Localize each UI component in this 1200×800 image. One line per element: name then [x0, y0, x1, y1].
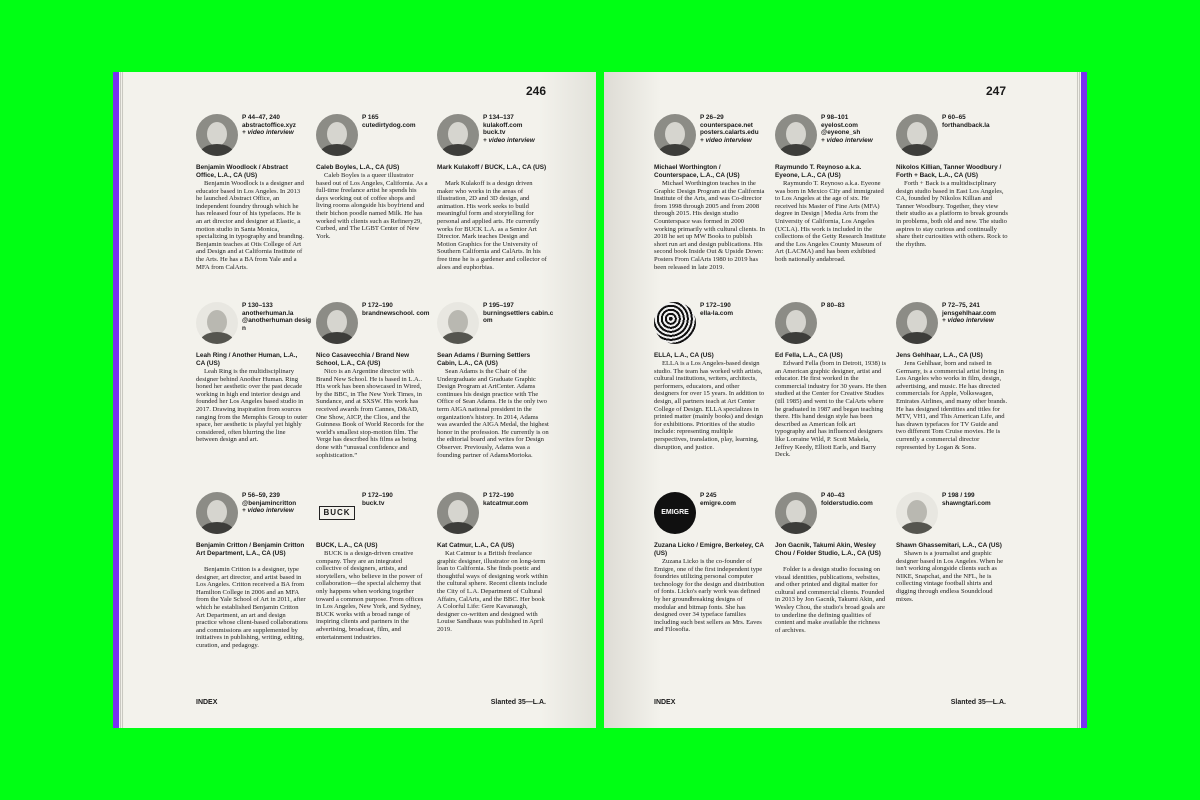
book-cover-edge-right: [1081, 72, 1087, 728]
emigre-logo-icon: EMIGRE: [654, 492, 696, 534]
entry-name: Michael Worthington / Counterspace, L.A., CA (US): [654, 164, 740, 179]
page-reference: P 165: [362, 114, 379, 121]
website-link[interactable]: kulakoff.com: [483, 121, 523, 129]
page-reference: P 245: [700, 492, 717, 499]
website-link[interactable]: eyelost.com: [821, 121, 858, 129]
page-reference: P 172–190: [700, 302, 731, 309]
right-page: [604, 72, 1076, 728]
portrait-photo: [196, 492, 238, 534]
page-stack-right: [1076, 72, 1081, 728]
entry-name: BUCK, L.A., CA (US): [316, 542, 378, 549]
entry-bio: Forth + Back is a multidisciplinary design studio based in East Los Angeles, CA, founded by Nikolos Killian and Tanner Woodbury. Together, they view their studio as a platform to break grounds in problems, both old and new. The studio aspires to stay curious and continually share their curiosities with others. Rock to the rhythm.: [896, 180, 1008, 248]
entry-bio: Folder is a design studio focusing on visual identities, publications, websites, and other printed and digital matter for cultural and commercial clients. Founded in 2013 by Jon Gacnik, Takumi Akin, and Wesley Chou, the studio's broad goals are to underline the defining qualities of content and make available the richness of archives.: [775, 566, 886, 634]
entry-bio: Benjamin Woodlock is a designer and educator based in Los Angeles. In 2013 he launched Abstract Office, an independent foundry through which he has released four of his typefaces. He is an art director and designer at Elastic, a motion studio in Santa Monica, specializing in typography and branding. Benjamin teaches at Otis College of Art and Design and at California Institute of the Arts. He has a BA from Yale and a MFA from CalArts.: [196, 180, 304, 271]
footer-publication-label: Slanted 35—L.A.: [950, 699, 1006, 706]
page-reference: P 198 / 199: [942, 492, 975, 499]
page-reference: P 172–190: [362, 492, 393, 499]
portrait-photo: [196, 114, 238, 156]
portrait-photo: [775, 302, 817, 344]
entry-bio: BUCK is a design-driven creative company. They are an integrated collective of designers, artists, and storytellers, who believe in the power of collaboration—the special alchemy that only happens when working together toward a common purpose. From offices in Los Angeles, New York, and Sydney, BUCK works with a broad range of inspiring clients and partners in the advertising, broadcast, film, and entertainment industries.: [316, 550, 424, 641]
entry-name: Nikolos Killian, Tanner Woodbury / Forth + Back, L.A., CA (US): [896, 164, 1002, 179]
website-link[interactable]: anotherhuman.la: [242, 309, 294, 317]
entry-bio: Caleb Boyles is a queer illustrator based out of Los Angeles, California. As a full-time freelance artist he spends his days working out of coffee shops and living rooms alongside his boyfriend and their bichon poodle named Milk. He has worked with clients such as Refinery29, Curbed, and The LGBT Center of New York.: [316, 172, 428, 240]
entry-name: Ed Fella, L.A., CA (US): [775, 352, 843, 359]
footer-section-label: INDEX: [196, 699, 218, 706]
page-reference: P 44–47, 240: [242, 114, 280, 121]
entry-bio: Michael Worthington teaches in the Graphic Design Program at the California Institute of the Arts, and was Co-director from 1998 through 2005 and from 2008 through 2015. His design studio Counterspace was formed in 2000 working primarily with cultural clients. In 2018 he set up MW Books to publish short run art and design publications. His second book Inside Out & Upside Down: Posters From CalArts 1980 to 2019 has been released in late 2019.: [654, 180, 765, 271]
website-link[interactable]: shawngtari.com: [942, 499, 991, 507]
page-reference: P 172–190: [362, 302, 393, 309]
entry-name: Jon Gacnik, Takumi Akin, Wesley Chou / Folder Studio, L.A., CA (US): [775, 542, 881, 557]
website-link[interactable]: jensgehlhaar.com: [942, 309, 996, 317]
video-interview-label: + video interview: [242, 129, 294, 137]
page-number: 246: [525, 84, 546, 98]
portrait-photo: [896, 302, 938, 344]
footer-section-label: INDEX: [654, 699, 676, 706]
portrait-photo: [775, 492, 817, 534]
website-link-secondary[interactable]: posters.calarts.edu: [700, 129, 759, 137]
social-handle[interactable]: @eyeone_sh: [821, 129, 861, 137]
portrait-photo: [196, 302, 238, 344]
website-link[interactable]: ella-la.com: [700, 309, 734, 317]
entry-name: ELLA, L.A., CA (US): [654, 352, 714, 359]
portrait-photo: [437, 114, 479, 156]
video-interview-label: + video interview: [483, 136, 535, 144]
entry-name: Mark Kulakoff / BUCK, L.A., CA (US): [437, 164, 547, 171]
entry-bio: Jens Gehlhaar, born and raised in Germany, is a commercial artist living in Los Angeles who works in film, design, advertising, and music. He has directed commercials for Apple, Volkswagen, Emirates Airlines, and many other brands. He has designed identities and titles for MTV, VH1, and This American Life, and has drawn typefaces for TV Guide and two different Tom Cruise movies. He is currently a commercial director represented by Logan & Sons.: [896, 360, 1008, 451]
footer-publication-label: Slanted 35—L.A.: [490, 699, 546, 706]
entry-bio: Benjamin Critton is a designer, type designer, art director, and artist based in Los Angeles. Critton received a BA from Hamilton College in 2006 and an MFA from the Yale School of Art in 2011, after which he established Benjamin Critton Art Department, an art and design practice whose client-based collaborations and commissions are supplemented by initiatives in publishing, writing, editing, curation, and pedagogy.: [196, 566, 308, 649]
portrait-photo: [896, 114, 938, 156]
video-interview-label: + video interview: [700, 136, 752, 144]
entry-bio: Edward Fella (born in Detroit, 1938) is an American graphic designer, artist and educator. He first worked in the commercial industry for 30 years. He then studied at the Center for Creative Studies (till 1985) and went to the CalArts where he graduated in 1987 and began teaching there. His hand design style has been described as American folk art typography and has influenced designers like Lorraine Wild, P. Scott Makela, Jeffrey Keedy, Elliott Earls, and Barry Deck.: [775, 360, 887, 459]
entry-bio: Kat Catmur is a British freelance graphic designer, illustrator on long-term loan to California. She finds poetic and thoughtful ways of designing work within the cultural sphere. Recent clients include the City of L.A. Department of Cultural Affairs, CalArts, and the BBC. Her book A Colorful Life: Gere Kavanaugh, designer co-written and designed with Louise Sandhaus was published in April 2019.: [437, 550, 548, 633]
website-link-secondary[interactable]: buck.tv: [483, 129, 506, 137]
social-handle[interactable]: @benjamincritton: [242, 499, 297, 507]
website-link[interactable]: folderstudio.com: [821, 499, 873, 507]
entry-bio: Nico is an Argentine director with Brand New School. He is based in L.A.. His work has been showcased in Wired, by the BBC, in The New York Times, in Sundance, and at SXSW. His work has received awards from Cannes, D&AD, One Show, AICP, the Clios, and the Guinness Book of World Records for the world's smallest stop-motion film. The Verge has described his films as being done with “unusual confidence and sophistication.”: [316, 368, 424, 459]
entry-bio: Mark Kulakoff is a design driven maker who works in the areas of illustration, 2D and 3D design, and animation. His work seeks to build meaningful form and storytelling for personal and applied arts. He currently works for BUCK L.A. as a Senior Art Director. Mark teaches Design and Motion Graphics for the University of Southern California and CalArts. In his free time he is a gardener and collector of aloes and euphorbias.: [437, 180, 547, 271]
entry-bio: Raymundo T. Reynoso a.k.a. Eyeone was born in Mexico City and immigrated to Los Angeles at the age of six. He received his Master of Fine Arts (MFA) degree in Design | Media Arts from the University of California, Los Angeles (UCLA). His work is included in the collections of the Getty Research Institute and the Los Angeles County Museum of Art (LACMA) and has been exhibited both nationally andabroad.: [775, 180, 886, 263]
page-reference: P 40–43: [821, 492, 845, 499]
portrait-photo: [775, 114, 817, 156]
entry-name: Benjamin Woodlock / Abstract Office, L.A., CA (US): [196, 164, 288, 179]
website-link[interactable]: burningsettlers cabin.com: [483, 309, 554, 325]
portrait-photo: [437, 302, 479, 344]
entry-bio: Sean Adams is the Chair of the Undergraduate and Graduate Graphic Design Program at ArtCenter. Adams continues his design practice with The Office of Sean Adams. He is the only two term AIGA national president in the organization's history. In 2014, Adams was awarded the AIGA Medal, the highest honor in the profession. He currently is on the editorial board and writes for Design Observer. Previously, Adams was a founding partner of AdamsMorioka.: [437, 368, 549, 459]
entry-bio: Leah Ring is the multidisciplinary designer behind Another Human. Ring honed her aesthetic over the past decade working in high end interior design and founded her Los Angeles based studio in 2017. Drawing inspiration from sources ranging from the Memphis Group to outer space, her aesthetic is playful yet highly considered, often blurring the line between design and art.: [196, 368, 308, 444]
page-reference: P 134–137: [483, 114, 514, 121]
video-interview-label: + video interview: [942, 317, 994, 325]
entry-bio: Zuzana Licko is the co-founder of Emigre, one of the first independent type foundries utilizing personal computer technology for the design and distribution of fonts. Licko's early work was defined by her groundbreaking designs of modular and bitmap fonts. She has designed over 34 typeface families including such best sellers as Mrs. Eaves and Filosofia.: [654, 558, 765, 634]
portrait-photo: [896, 492, 938, 534]
website-link[interactable]: buck.tv: [362, 499, 385, 507]
page-reference: P 98–101: [821, 114, 849, 121]
website-link[interactable]: counterspace.net: [700, 121, 753, 129]
portrait-photo: [316, 302, 358, 344]
entry-name: Leah Ring / Another Human, L.A., CA (US): [196, 352, 298, 367]
video-interview-label: + video interview: [242, 507, 294, 515]
portrait-photo: [437, 492, 479, 534]
page-reference: P 172–190: [483, 492, 514, 499]
page-reference: P 72–75, 241: [942, 302, 980, 309]
website-link[interactable]: abstractoffice.xyz: [242, 121, 296, 129]
entry-name: Zuzana Licko / Emigre, Berkeley, CA (US): [654, 542, 764, 557]
entry-name: Sean Adams / Burning Settlers Cabin, L.A., CA (US): [437, 352, 531, 367]
website-link[interactable]: cutedirtydog.com: [362, 121, 416, 129]
video-interview-label: + video interview: [821, 136, 873, 144]
page-reference: P 26–29: [700, 114, 724, 121]
left-page: [124, 72, 596, 728]
entry-name: Jens Gehlhaar, L.A., CA (US): [896, 352, 983, 359]
buck-logo-icon: BUCK: [316, 492, 358, 534]
entry-name: Benjamin Critton / Benjamin Critton Art Department, L.A., CA (US): [196, 542, 305, 557]
social-handle[interactable]: @anotherhuman design: [242, 317, 312, 332]
website-link[interactable]: emigre.com: [700, 499, 736, 507]
entry-name: Shawn Ghassemitari, L.A., CA (US): [896, 542, 1002, 549]
page-reference: P 195–197: [483, 302, 514, 309]
page-reference: P 80–83: [821, 302, 845, 309]
website-link[interactable]: katcatmur.com: [483, 499, 529, 507]
entry-name: Kat Catmur, L.A., CA (US): [437, 542, 515, 549]
website-link[interactable]: forthandback.la: [942, 121, 990, 129]
entry-name: Nico Casavecchia / Brand New School, L.A., CA (US): [316, 352, 410, 367]
entry-name: Caleb Boyles, L.A., CA (US): [316, 164, 400, 171]
entry-bio: ELLA is a Los Angeles-based design studio. The team has worked with artists, cultural institutions, writers, architects, performers, educators, and other designers for over 15 years. In addition to design, all partners teach at Art Center College of Design. ELLA specializes in printed matter (mainly books) and design for exhibitions. Priorities of the studio include: representing multiple perspectives, translation, play, learning, disruption, and justice.: [654, 360, 765, 451]
page-number: 247: [985, 84, 1006, 98]
portrait-photo: [654, 114, 696, 156]
website-link[interactable]: brandnewschool. com: [362, 309, 430, 317]
pattern-logo-icon: [654, 302, 696, 344]
entry-name: Raymundo T. Reynoso a.k.a. Eyeone, L.A., CA (US): [775, 164, 862, 179]
entry-bio: Shawn is a journalist and graphic designer based in Los Angeles. When he isn't working alongside clients such as NIKE, Snapchat, and the NFL, he is collecting vintage football shirts and digging through endless Soundcloud mixes.: [896, 550, 1003, 603]
page-reference: P 56–59, 239: [242, 492, 280, 499]
page-reference: P 130–133: [242, 302, 273, 309]
portrait-photo: [316, 114, 358, 156]
page-reference: P 60–65: [942, 114, 966, 121]
